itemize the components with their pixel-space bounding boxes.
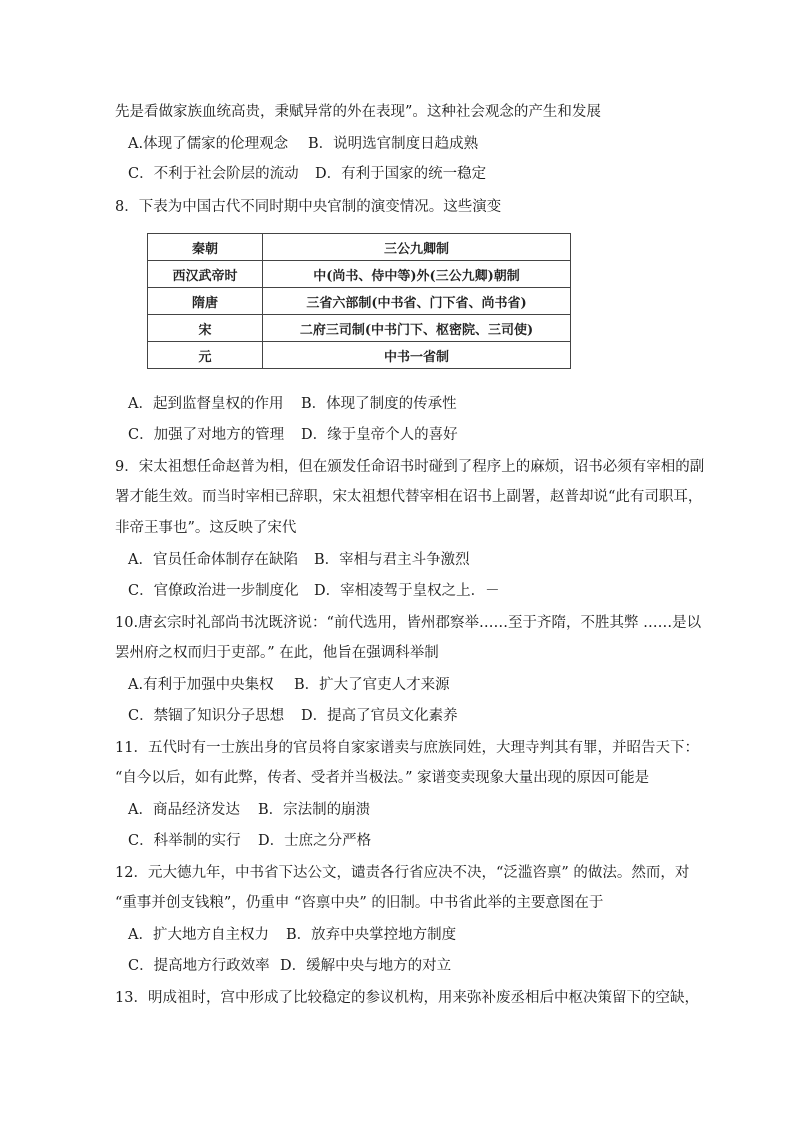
era-cell: 元 [148,342,263,369]
system-cell: 三省六部制(中书省、门下省、尚书省) [263,288,571,315]
q10-option-b: B．扩大了官吏人才来源 [294,677,450,693]
table-row [148,315,571,342]
q12-option-c: C．提高地方行政效率 [128,958,270,974]
q9-option-b: B．宰相与君主斗争激烈 [314,552,470,568]
question-11-stem-line2: “自今以后，如有此弊，传者、受者并当极法。” 家谱变卖现象大量出现的原因可能是 [115,770,650,786]
system-cell: 三公九卿制 [263,234,571,261]
q9-option-d: D．宰相凌驾于皇权之上．－ [314,583,500,599]
question-13-stem: 13．明成祖时，宫中形成了比较稳定的参议机构，用来弥补废丞相后中枢决策留下的空缺， [115,990,699,1006]
official-system-table [147,233,571,369]
q11-option-c: C．科举制的实行 [128,833,241,849]
system-cell: 二府三司制(中书门下、枢密院、三司使) [263,315,571,342]
era-cell: 隋唐 [148,288,263,315]
question-12-stem-line2: “重事并创支钱粮”，仍重申 “咨禀中央” 的旧制。中书省此举的主要意图在于 [115,895,604,911]
era-cell: 西汉武帝时 [148,261,263,288]
q7-option-c: C．不利于社会阶层的流动 [128,166,299,182]
table-row [148,261,571,288]
question-10-stem-line1: 10.唐玄宗时礼部尚书沈既济说：“前代选用，皆州郡察举……至于齐隋，不胜其弊 ……是以 [115,615,702,631]
q7-option-d: D．有利于国家的统一稳定 [315,166,487,182]
q11-option-b: B．宗法制的崩溃 [258,802,371,818]
question-9-stem-line3: 非帝王事也”。这反映了宋代 [115,520,297,536]
q11-option-d: D．士庶之分严格 [258,833,372,849]
table-row [148,288,571,315]
q10-option-c: C．禁锢了知识分子思想 [128,708,285,724]
q11-option-a: A．商品经济发达 [128,802,240,818]
q10-option-a: A.有利于加强中央集权 [128,677,274,693]
question-9-stem-line1: 9．宋太祖想任命赵普为相，但在颁发任命诏书时碰到了程序上的麻烦，诏书必须有宰相的副 [115,459,705,475]
q9-option-a: A．官员任命体制存在缺陷 [128,552,298,568]
question-10-stem-line2: 罢州府之权而归于吏部。” 在此，他旨在强调科举制 [115,645,439,661]
table-row [148,342,571,369]
question-12-stem-line1: 12．元大德九年，中书省下达公文，谴责各行省应决不决，“泛滥咨禀” 的做法。然而，对 [115,865,690,881]
table-row [148,234,571,261]
q9-option-c: C．官僚政治进一步制度化 [128,583,299,599]
q8-option-b: B．体现了制度的传承性 [301,396,457,412]
q10-option-d: D．提高了官员文化素养 [301,708,458,724]
question-7-stem-tail: 先是看做家族血统高贵，秉赋异常的外在表现”。这种社会观念的产生和发展 [115,104,601,120]
q8-option-c: C．加强了对地方的管理 [128,427,285,443]
system-cell: 中(尚书、侍中等)外(三公九卿)朝制 [263,261,571,288]
question-8-stem: 8．下表为中国古代不同时期中央官制的演变情况。这些演变 [115,199,502,215]
q12-option-d: D．缓解中央与地方的对立 [280,958,452,974]
q8-option-d: D．缘于皇帝个人的喜好 [301,427,458,443]
q7-option-a: A.体现了儒家的伦理观念 [128,136,289,152]
question-11-stem-line1: 11．五代时有一士族出身的官员将自家家谱卖与庶族同姓，大理寺判其有罪，并昭告天下： [115,740,699,756]
era-cell: 宋 [148,315,263,342]
system-cell: 中书一省制 [263,342,571,369]
question-9-stem-line2: 署才能生效。而当时宰相已辞职，宋太祖想代替宰相在诏书上副署，赵普却说“此有司职耳， [115,489,703,505]
q7-option-b: B．说明选官制度日趋成熟 [308,136,479,152]
q12-option-b: B．放弃中央掌控地方制度 [286,927,457,943]
q8-option-a: A．起到监督皇权的作用 [128,396,284,412]
era-cell: 秦朝 [148,234,263,261]
q12-option-a: A．扩大地方自主权力 [128,927,269,943]
